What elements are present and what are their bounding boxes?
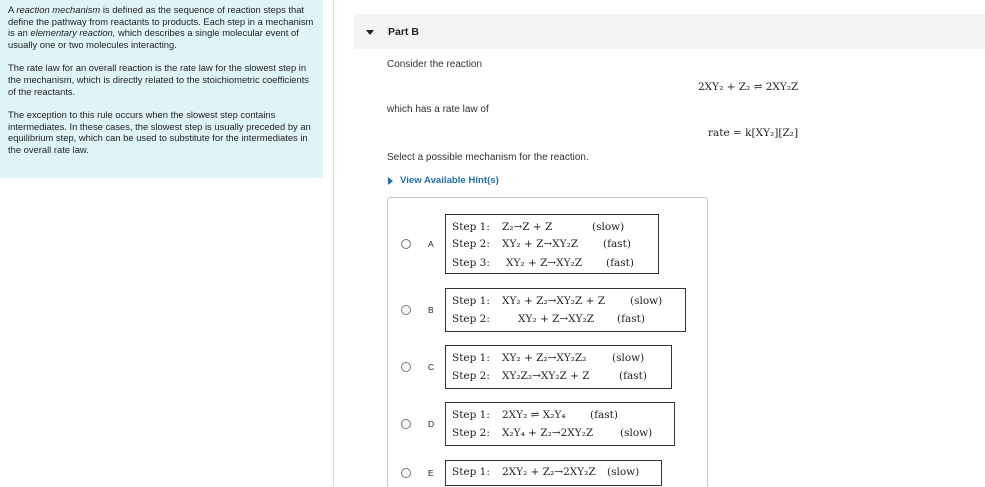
panel-divider	[333, 0, 334, 487]
option-b[interactable]	[388, 288, 707, 332]
step-label: Step 3:	[452, 257, 490, 269]
intro-panel	[0, 0, 323, 178]
part-title: Part B	[388, 25, 419, 38]
step-speed: (slow)	[612, 352, 645, 364]
option-letter: C	[428, 362, 435, 372]
hint-link-label: View Available Hint(s)	[400, 175, 499, 186]
step-speed: (fast)	[619, 370, 647, 382]
option-e[interactable]	[388, 460, 707, 486]
radio-button[interactable]	[401, 305, 411, 315]
step-label: Step 1:	[452, 221, 490, 233]
select-prompt: Select a possible mechanism for the reaction.	[387, 152, 589, 163]
step-equation: XY₂ + Z₂→XY₂Z₂	[502, 352, 587, 364]
step-speed: (slow)	[592, 221, 625, 233]
intro-paragraph-2: The rate law for an overall reaction is the rate law for the slowest step in the mechanism, which is directly related to the stoichiometric coefficients of the reactants.	[8, 62, 309, 97]
step-equation: XY₂Z₂→XY₂Z + Z	[502, 370, 590, 382]
intro-text: is defined as the sequence of reaction steps that define the pathway from reactants to products. Each step in a mechanism is an	[8, 4, 314, 39]
step-equation: X₂Y₄ + Z₂→2XY₂Z	[502, 427, 594, 439]
step-speed: (slow)	[620, 427, 653, 439]
radio-button[interactable]	[401, 362, 411, 372]
mechanism-box	[445, 460, 662, 486]
step-label: Step 2:	[452, 370, 490, 382]
step-label: Step 2:	[452, 427, 490, 439]
option-letter: B	[428, 305, 434, 315]
radio-button[interactable]	[401, 239, 411, 249]
intro-paragraph-1	[8, 4, 315, 50]
step-speed: (fast)	[590, 409, 618, 421]
step-equation: XY₂ + Z₂→XY₂Z + Z	[502, 295, 606, 307]
option-letter: D	[428, 419, 435, 429]
mechanism-box	[445, 288, 686, 332]
step-equation: Z₂→Z + Z	[502, 221, 553, 233]
view-hints-link[interactable]	[388, 175, 499, 186]
step-label: Step 1:	[452, 352, 490, 364]
step-equation: 2XY₂ + Z₂→2XY₂Z	[502, 466, 596, 478]
step-label: Step 1:	[452, 295, 490, 307]
step-speed: (slow)	[630, 295, 663, 307]
step-label: Step 2:	[452, 313, 490, 325]
intro-term: reaction mechanism	[16, 4, 101, 15]
radio-button[interactable]	[401, 419, 411, 429]
intro-paragraph-3: The exception to this rule occurs when the slowest step contains intermediates. In these cases, the slowest step is usually preceded by an equilibrium step, which can be used to substitute for the intermediates in the overall rate law.	[8, 109, 311, 155]
step-speed: (fast)	[606, 257, 634, 269]
step-label: Step 1:	[452, 466, 490, 478]
consider-text: Consider the reaction	[387, 59, 483, 70]
part-b-header[interactable]	[354, 14, 985, 49]
option-c[interactable]	[388, 345, 707, 389]
step-equation: XY₂ + Z→XY₂Z	[518, 313, 595, 325]
mechanism-box	[445, 402, 675, 446]
option-d[interactable]	[388, 402, 707, 446]
step-speed: (slow)	[607, 466, 640, 478]
radio-button[interactable]	[401, 468, 411, 478]
step-speed: (fast)	[617, 313, 645, 325]
answer-options	[387, 197, 708, 487]
intro-text: which describes a single molecular event of usually one or two molecules interacting.	[8, 27, 299, 50]
mechanism-box	[445, 214, 659, 274]
option-a[interactable]	[388, 214, 707, 274]
intro-text: A	[8, 4, 17, 15]
expand-triangle-icon	[388, 177, 393, 185]
intro-term: elementary reaction,	[30, 27, 116, 39]
step-equation: 2XY₂ ⇌ X₂Y₄	[502, 409, 566, 421]
step-label: Step 1:	[452, 409, 490, 421]
rate-law: rate = k[XY₂][Z₂]	[708, 127, 799, 139]
option-letter: A	[428, 239, 434, 249]
mechanism-box	[445, 345, 672, 389]
step-label: Step 2:	[452, 238, 490, 250]
collapse-triangle-icon[interactable]	[366, 30, 374, 35]
option-letter: E	[428, 468, 434, 478]
rate-law-intro: which has a rate law of	[387, 104, 489, 115]
step-speed: (fast)	[603, 238, 631, 250]
step-equation: XY₂ + Z→XY₂Z	[506, 257, 583, 269]
step-equation: XY₂ + Z→XY₂Z	[502, 238, 579, 250]
reaction-equation: 2XY₂ + Z₂ ⇌ 2XY₂Z	[698, 81, 799, 93]
